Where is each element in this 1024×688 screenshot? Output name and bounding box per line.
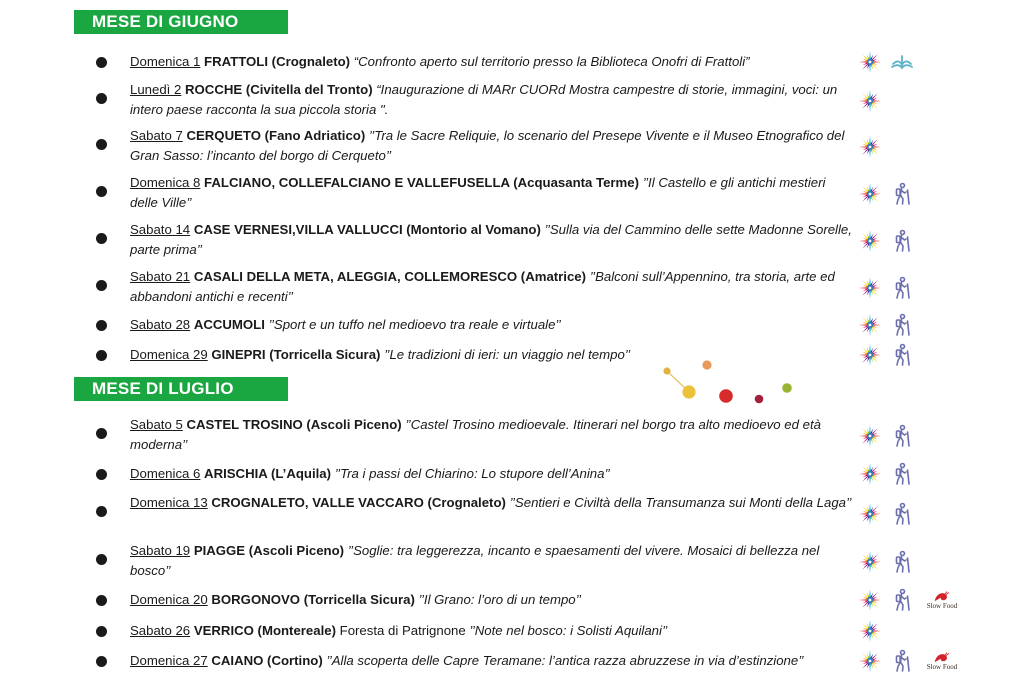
event-title: ’’Castel Trosino medioevale. Itinerari nel borgo tra alto medioevo ed età moderna’’ [130,417,821,452]
open-book-icon [890,50,914,74]
bullet [96,233,107,244]
event-date: Lunedì 2 [130,82,182,97]
event-title: “Inaugurazione di MARr CUORd Mostra campestre di storie, immagini, voci: un intero paese racconta la sua piccola storia ". [130,82,838,117]
event-date: Domenica 27 [130,653,208,668]
slow-food-logo [922,590,962,610]
event-icons [858,88,882,114]
compass-rose-icon [858,343,882,367]
bullet [96,656,107,667]
compass-rose-icon [858,313,882,337]
event-place: FALCIANO, COLLEFALCIANO E VALLEFUSELLA (Acquasanta Terme) [204,175,640,190]
event-place: ARISCHIA (L’Aquila) [204,466,332,481]
event-icons [858,461,914,487]
event-text [130,621,856,641]
event-text [130,52,856,72]
event-date: Domenica 8 [130,175,201,190]
bullet [96,280,107,291]
event-place: CASE VERNESI,VILLA VALLUCCI (Montorio al Vomano) [193,222,541,237]
event-icons [858,342,914,368]
event-text [130,173,856,213]
event-icons [858,549,914,575]
section-header-july: MESE DI LUGLIO [74,377,288,401]
event-date: Domenica 29 [130,347,208,362]
event-title: ’’Sport e un tuffo nel medioevo tra reale e virtuale’’ [268,317,561,332]
event-place: CAIANO (Cortino) [211,653,323,668]
deco-dot [702,360,711,369]
hiker-icon [890,588,914,612]
hiker-icon [890,462,914,486]
event-place: PIAGGE (Ascoli Piceno) [193,543,345,558]
event-text [130,651,856,671]
bullet [96,139,107,150]
event-text [130,315,856,335]
event-date: Domenica 20 [130,592,208,607]
event-icons [858,587,962,613]
compass-rose-icon [858,89,882,113]
bullet [96,350,107,361]
deco-dot [755,395,764,404]
compass-rose-icon [858,550,882,574]
event-date: Sabato 21 [130,269,191,284]
event-row [96,173,916,213]
event-text [130,126,856,166]
event-text [130,80,856,120]
event-text [130,493,856,513]
compass-rose-icon [858,276,882,300]
bullet [96,93,107,104]
slow-food-text: Slow Food [926,663,958,671]
bullet [96,57,107,68]
event-place: CASALI DELLA META, ALEGGIA, COLLEMORESCO (Amatrice) [193,269,587,284]
hiker-icon [890,229,914,253]
event-date: Domenica 13 [130,495,208,510]
event-row [96,541,916,581]
event-row [96,267,916,307]
event-place: VERRICO (Montereale) [193,623,336,638]
event-title: ’’Le tradizioni di ieri: un viaggio nel tempo’’ [384,347,631,362]
event-icons [858,312,914,338]
compass-rose-icon [858,50,882,74]
event-row [96,590,958,610]
hiker-icon [890,424,914,448]
event-title: ’’Il Grano: l’oro di un tempo’’ [418,592,582,607]
hiker-icon [890,649,914,673]
event-title: ’’Sulla via del Cammino delle sette Madonne Sorelle, parte prima’’ [130,222,852,257]
event-icons [858,423,914,449]
event-place: FRATTOLI (Crognaleto) [204,54,351,69]
hiker-icon [890,313,914,337]
event-title: ’’Tra i passi del Chiarino: Lo stupore dell’Anina’’ [334,466,610,481]
compass-rose-icon [858,229,882,253]
slow-food-text: Slow Food [926,602,958,610]
deco-dot [682,385,695,398]
event-icons [858,134,882,160]
hiker-icon [890,182,914,206]
compass-rose-icon [858,649,882,673]
event-place: CASTEL TROSINO (Ascoli Piceno) [186,417,402,432]
event-icons [858,275,914,301]
hiker-icon [890,276,914,300]
event-icons [858,618,882,644]
event-venue: Foresta di Patrignone [339,623,466,638]
event-text [130,464,856,484]
deco-dot [719,389,733,403]
event-text [130,590,856,610]
event-title: ’’Alla scoperta delle Capre Teramane: l’antica razza abruzzese in via d’estinzione’’ [326,653,804,668]
event-icons [858,49,914,75]
event-icons [858,648,962,674]
hiker-icon [890,502,914,526]
event-icons [858,501,914,527]
compass-rose-icon [858,182,882,206]
compass-rose-icon [858,135,882,159]
hiker-icon [890,550,914,574]
event-date: Domenica 6 [130,466,201,481]
compass-rose-icon [858,619,882,643]
bullet [96,186,107,197]
event-row [96,80,916,120]
event-row [96,52,916,72]
event-date: Sabato 28 [130,317,191,332]
event-date: Domenica 1 [130,54,201,69]
event-title: ’’Sentieri e Civiltà della Transumanza sui Monti della Laga’’ [509,495,852,510]
event-title: ’’Il Castello e gli antichi mestieri delle Ville’’ [130,175,826,210]
event-place: CERQUETO (Fano Adriatico) [186,128,366,143]
bullet [96,595,107,606]
event-row [96,651,958,671]
event-text [130,541,856,581]
event-date: Sabato 5 [130,417,183,432]
compass-rose-icon [858,588,882,612]
event-place: BORGONOVO (Torricella Sicura) [211,592,415,607]
event-place: ACCUMOLI [193,317,265,332]
deco-dot [782,383,792,393]
event-text [130,267,856,307]
event-title: ’’Balconi sull’Appennino, tra storia, arte ed abbandoni antichi e recenti’’ [130,269,835,304]
bullet [96,320,107,331]
decorative-dots [655,358,805,408]
event-place: ROCCHE (Civitella del Tronto) [185,82,373,97]
event-title: ’’Note nel bosco: i Solisti Aquilani’’ [469,623,668,638]
event-date: Sabato 14 [130,222,191,237]
compass-rose-icon [858,424,882,448]
event-row [96,315,916,335]
event-place: GINEPRI (Torricella Sicura) [211,347,381,362]
deco-dot [663,367,670,374]
bullet [96,554,107,565]
compass-rose-icon [858,462,882,486]
slow-food-logo [922,651,962,671]
event-row [96,621,916,641]
bullet [96,428,107,439]
event-text [130,220,856,260]
event-date: Sabato 19 [130,543,191,558]
bullet [96,506,107,517]
event-title: “Confronto aperto sul territorio presso la Biblioteca Onofri di Frattoli” [353,54,750,69]
bullet [96,469,107,480]
event-row [96,220,916,260]
event-icons [858,228,914,254]
section-header-june: MESE DI GIUGNO [74,10,288,34]
event-row [96,415,916,455]
hiker-icon [890,343,914,367]
compass-rose-icon [858,502,882,526]
event-row [96,464,916,484]
event-text [130,415,856,455]
event-icons [858,181,914,207]
event-row [96,493,916,533]
event-date: Sabato 26 [130,623,191,638]
event-date: Sabato 7 [130,128,183,143]
event-title: ’’Tra le Sacre Reliquie, lo scenario del Presepe Vivente e il Museo Etnografico del Gran Sasso: l’incanto del borgo di Cerqueto’’ [130,128,845,163]
event-row [96,126,916,166]
event-title: ’’Soglie: tra leggerezza, incanto e spaesamenti del vivere. Mosaici di bellezza nel bosco’’ [130,543,820,578]
event-place: CROGNALETO, VALLE VACCARO (Crognaleto) [211,495,506,510]
bullet [96,626,107,637]
